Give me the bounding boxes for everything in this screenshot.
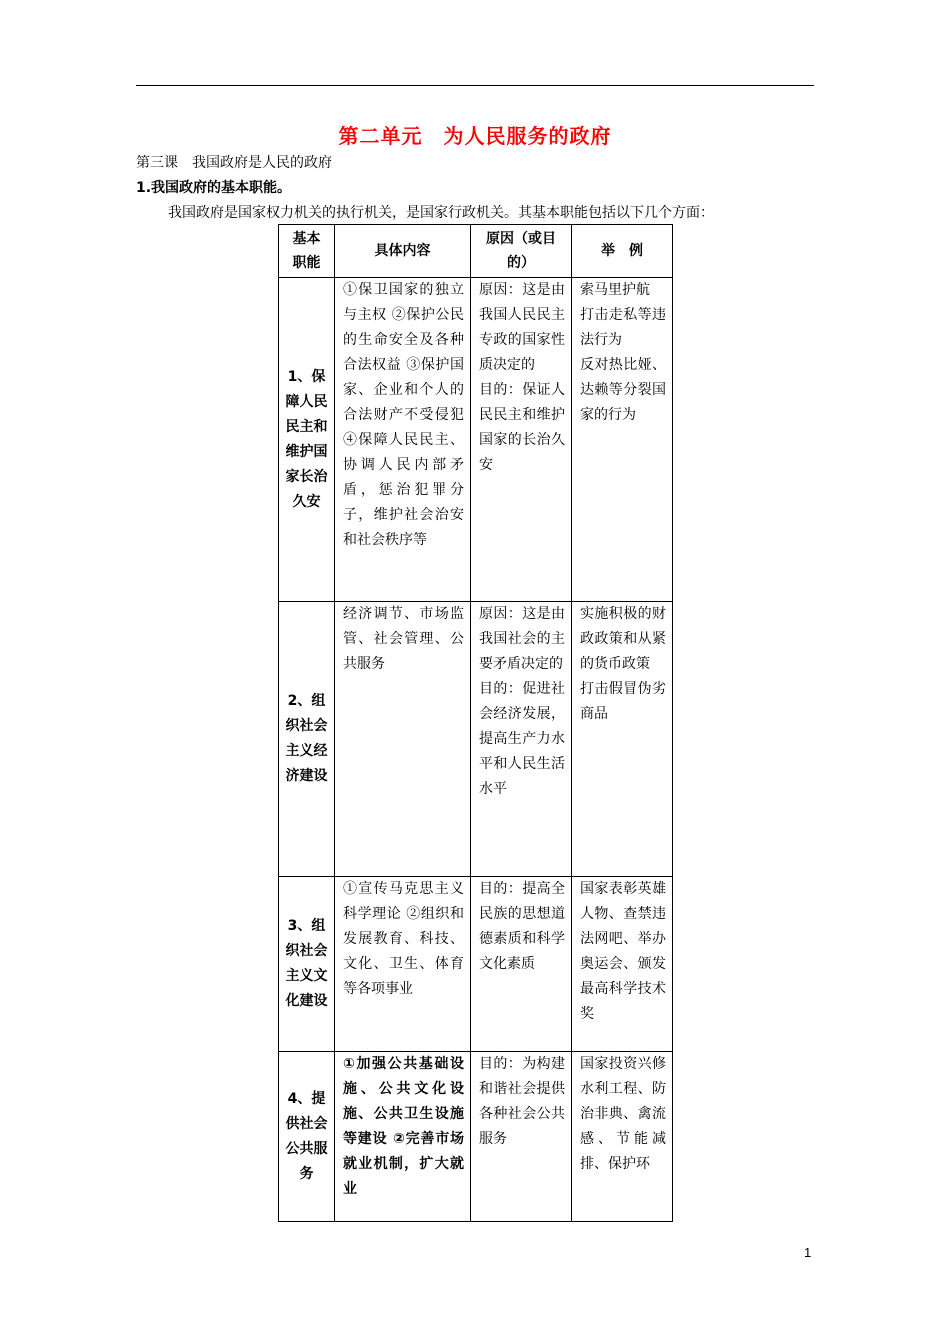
page-number: 1 [804, 1245, 812, 1260]
table-row [279, 602, 673, 877]
example-cell: 国家投资兴修水利工程、防治非典、禽流感、节能减排、保护环 [572, 1052, 673, 1222]
header-content: 具体内容 [335, 225, 471, 278]
table-row [279, 1052, 673, 1222]
function-cell: 2、组织社会主义经济建设 [279, 602, 335, 877]
function-cell: 3、组织社会主义文化建设 [279, 877, 335, 1052]
content-cell: ①保卫国家的独立与主权 ②保护公民的生命安全及各种合法权益 ③保护国家、企业和个人的合法财产不受侵犯 ④保障人民民主、协调人民内部矛盾，惩治犯罪分子，维护社会治安和社会秩序等 [335, 278, 471, 602]
reason-cell: 原因：这是由我国人民民主专政的国家性质决定的 目的：保证人民民主和维护国家的长治久安 [471, 278, 572, 602]
reason-cell: 目的：提高全民族的思想道德素质和科学文化素质 [471, 877, 572, 1052]
unit-title: 第二单元 为人民服务的政府 [338, 124, 612, 148]
reason-cell: 原因：这是由我国社会的主要矛盾决定的 目的：促进社会经济发展，提高生产力水平和人民生活水平 [471, 602, 572, 877]
table-row [279, 877, 673, 1052]
example-cell: 索马里护航 打击走私等违法行为 反对热比娅、达赖等分裂国家的行为 [572, 278, 673, 602]
example-cell: 实施积极的财政政策和从紧的货币政策 打击假冒伪劣商品 [572, 602, 673, 877]
intro-paragraph: 我国政府是国家权力机关的执行机关，是国家行政机关。其基本职能包括以下几个方面： [168, 205, 714, 221]
function-cell: 4、提供社会公共服务 [279, 1052, 335, 1222]
content-cell: ①宣传马克思主义科学理论 ②组织和发展教育、科技、文化、卫生、体育等各项事业 [335, 877, 471, 1052]
content-cell: ①加强公共基础设施、公共文化设施、公共卫生设施等建设 ②完善市场就业机制，扩大就业 [335, 1052, 471, 1222]
header-function: 基本职能 [279, 225, 335, 278]
header-example: 举 例 [572, 225, 673, 278]
header-rule [136, 85, 814, 86]
lesson-title: 第三课 我国政府是人民的政府 [136, 155, 332, 171]
section-heading: 1.我国政府的基本职能。 [136, 180, 292, 196]
header-reason: 原因（或目的） [471, 225, 572, 278]
example-cell: 国家表彰英雄人物、查禁违法网吧、举办奥运会、颁发最高科学技术奖 [572, 877, 673, 1052]
table-header-row [279, 225, 673, 278]
functions-table [278, 224, 673, 1222]
table-row [279, 278, 673, 602]
reason-cell: 目的：为构建和谐社会提供各种社会公共服务 [471, 1052, 572, 1222]
content-cell: 经济调节、市场监管、社会管理、公共服务 [335, 602, 471, 877]
function-cell: 1、保障人民民主和维护国家长治久安 [279, 278, 335, 602]
